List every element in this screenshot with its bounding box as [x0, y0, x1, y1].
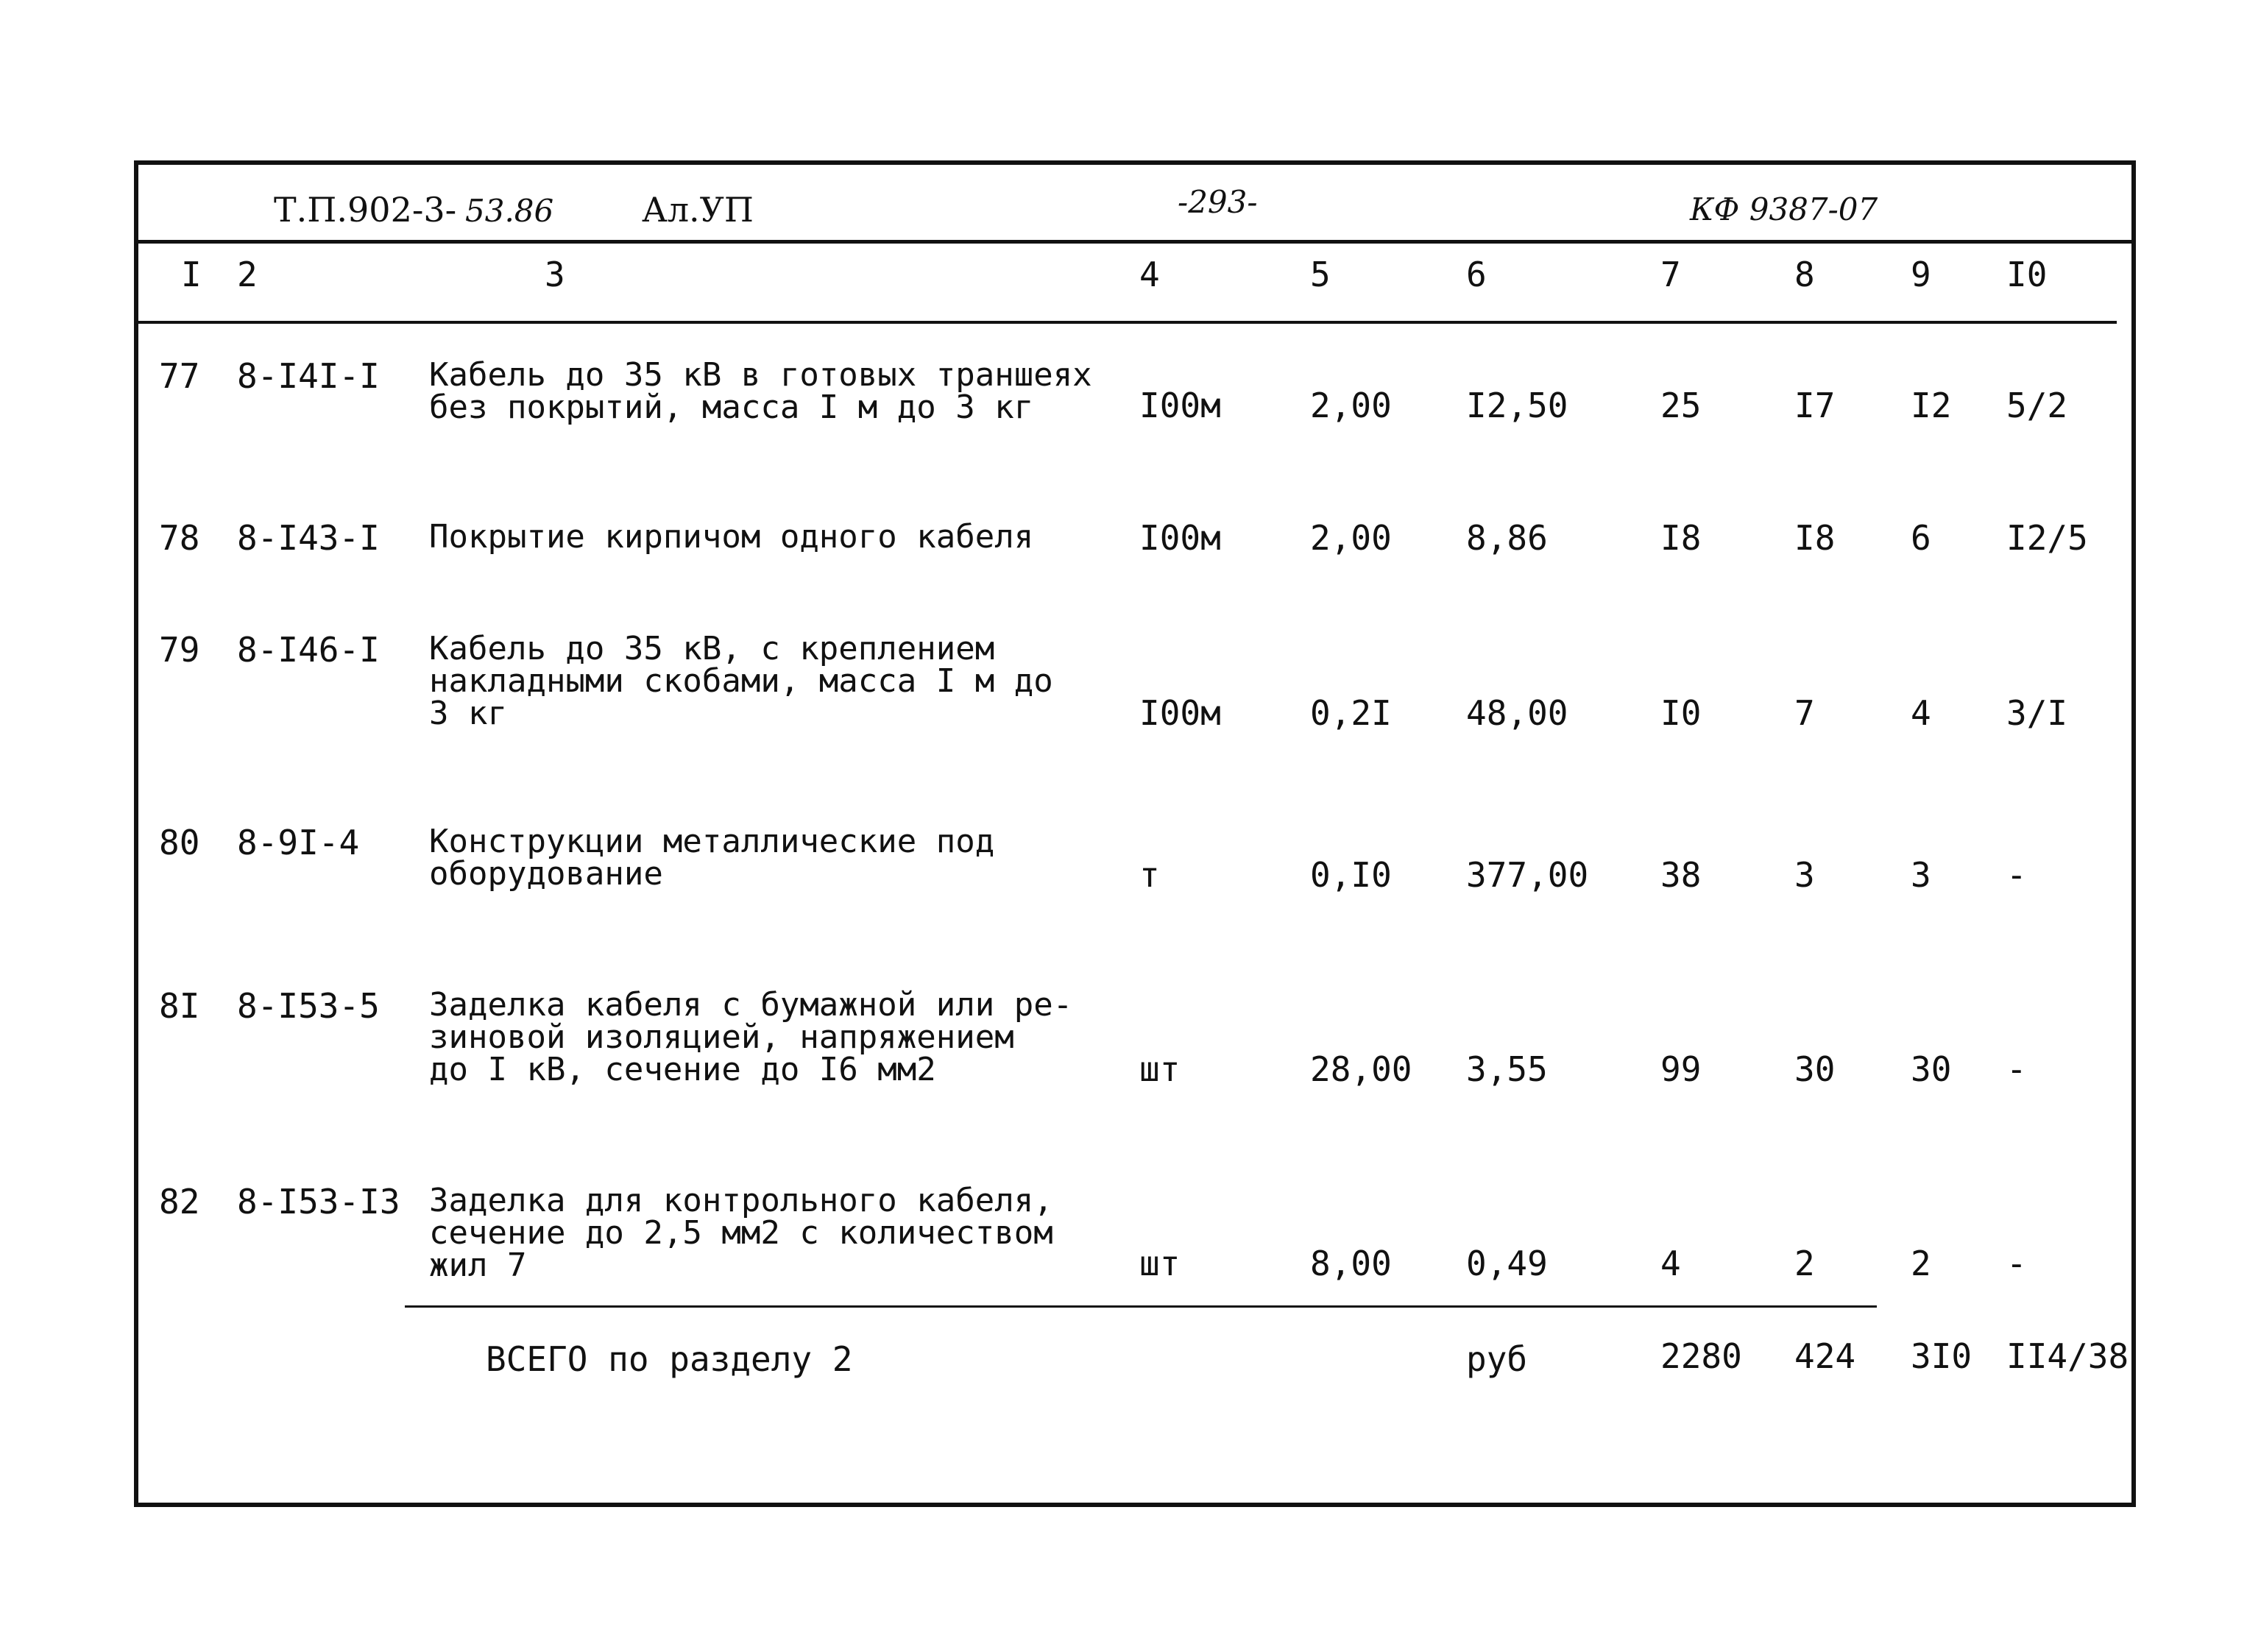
row-79-c7: I0 — [1660, 693, 1702, 733]
row-80-price: 377,00 — [1466, 855, 1589, 895]
row-81-c10: - — [2006, 1049, 2027, 1089]
row-78-desc: Покрытие кирпичом одного кабеля — [429, 518, 1034, 556]
total-label: ВСЕГО по разделу 2 — [486, 1339, 853, 1379]
row-77-code: 8-I4I-I — [237, 356, 380, 396]
row-78-c8: I8 — [1794, 518, 1836, 558]
row-81-unit: шт — [1139, 1049, 1181, 1089]
row-77-num: 77 — [159, 356, 200, 396]
row-80-c8: 3 — [1794, 855, 1815, 895]
row-80-code: 8-9I-4 — [237, 823, 360, 862]
total-divider — [405, 1305, 1877, 1308]
total-c10: II4/38 — [2006, 1336, 2129, 1376]
total-c9: 3I0 — [1911, 1336, 1972, 1376]
row-79-c9: 4 — [1911, 693, 1931, 733]
row-77-c10: 5/2 — [2006, 386, 2068, 425]
row-82-unit: шт — [1139, 1244, 1181, 1283]
header-divider — [134, 240, 2136, 244]
row-80-desc: Конструкции металлические под оборудование — [429, 823, 995, 893]
col-header-9: 9 — [1911, 255, 1931, 294]
row-82-price: 0,49 — [1466, 1244, 1548, 1283]
col-header-5: 5 — [1310, 255, 1331, 294]
col-header-8: 8 — [1794, 255, 1815, 294]
stamp-number: КФ 9387-07 — [1690, 191, 1878, 227]
doc-code-handwritten: 53.86 — [465, 193, 554, 229]
row-80-qty: 0,I0 — [1310, 855, 1392, 895]
col-header-7: 7 — [1660, 255, 1681, 294]
doc-code: Т.П.902-3- — [274, 190, 457, 230]
col-header-3: 3 — [545, 255, 565, 294]
row-77-c9: I2 — [1911, 386, 1952, 425]
row-80-num: 80 — [159, 823, 200, 862]
row-77-c8: I7 — [1794, 386, 1836, 425]
col-header-1: I — [181, 255, 202, 294]
row-82-c10: - — [2006, 1244, 2027, 1283]
row-78-num: 78 — [159, 518, 200, 558]
column-header-divider — [137, 321, 2117, 324]
row-82-c7: 4 — [1660, 1244, 1681, 1283]
row-77-unit: I00м — [1139, 386, 1221, 425]
row-82-num: 82 — [159, 1182, 200, 1222]
row-79-desc: Кабель до 35 кВ, с креплением накладными скобами, масса I м до 3 кг — [429, 630, 1053, 732]
row-79-price: 48,00 — [1466, 693, 1568, 733]
row-78-unit: I00м — [1139, 518, 1221, 558]
col-header-10: I0 — [2006, 255, 2048, 294]
row-82-desc: Заделка для контрольного кабеля, сечение до 2,5 мм2 с количеством жил 7 — [429, 1182, 1053, 1284]
row-79-code: 8-I46-I — [237, 630, 380, 670]
row-80-unit: т — [1139, 855, 1160, 895]
row-80-c10: - — [2006, 855, 2027, 895]
row-81-price: 3,55 — [1466, 1049, 1548, 1089]
total-c7: 2280 — [1660, 1336, 1742, 1376]
row-79-c8: 7 — [1794, 693, 1815, 733]
row-79-num: 79 — [159, 630, 200, 670]
row-79-qty: 0,2I — [1310, 693, 1392, 733]
row-78-qty: 2,00 — [1310, 518, 1392, 558]
row-81-c9: 30 — [1911, 1049, 1952, 1089]
col-header-4: 4 — [1139, 255, 1160, 294]
row-82-c9: 2 — [1911, 1244, 1931, 1283]
row-82-qty: 8,00 — [1310, 1244, 1392, 1283]
col-header-2: 2 — [237, 255, 258, 294]
row-82-code: 8-I53-I3 — [237, 1182, 400, 1222]
row-78-code: 8-I43-I — [237, 518, 380, 558]
page-number: -293- — [1178, 184, 1258, 220]
row-79-c10: 3/I — [2006, 693, 2068, 733]
row-81-num: 8I — [159, 986, 200, 1026]
row-77-price: I2,50 — [1466, 386, 1568, 425]
row-78-c9: 6 — [1911, 518, 1931, 558]
row-77-c7: 25 — [1660, 386, 1702, 425]
row-78-c7: I8 — [1660, 518, 1702, 558]
row-78-price: 8,86 — [1466, 518, 1548, 558]
row-82-c8: 2 — [1794, 1244, 1815, 1283]
row-79-unit: I00м — [1139, 693, 1221, 733]
row-81-qty: 28,00 — [1310, 1049, 1412, 1089]
row-81-code: 8-I53-5 — [237, 986, 380, 1026]
row-80-c7: 38 — [1660, 855, 1702, 895]
col-header-6: 6 — [1466, 255, 1487, 294]
row-81-c8: 30 — [1794, 1049, 1836, 1089]
row-77-desc: Кабель до 35 кВ в готовых траншеях без покрытий, масса I м до 3 кг — [429, 356, 1092, 426]
row-77-qty: 2,00 — [1310, 386, 1392, 425]
row-80-c9: 3 — [1911, 855, 1931, 895]
row-81-c7: 99 — [1660, 1049, 1702, 1089]
row-81-desc: Заделка кабеля с бумажной или ре- зиновой изоляцией, напряжением до I кВ, сечение до I6 мм2 — [429, 986, 1073, 1088]
row-78-c10: I2/5 — [2006, 518, 2088, 558]
total-unit: руб — [1466, 1339, 1528, 1379]
album-label: Ал.УП — [642, 190, 754, 230]
total-c8: 424 — [1794, 1336, 1856, 1376]
